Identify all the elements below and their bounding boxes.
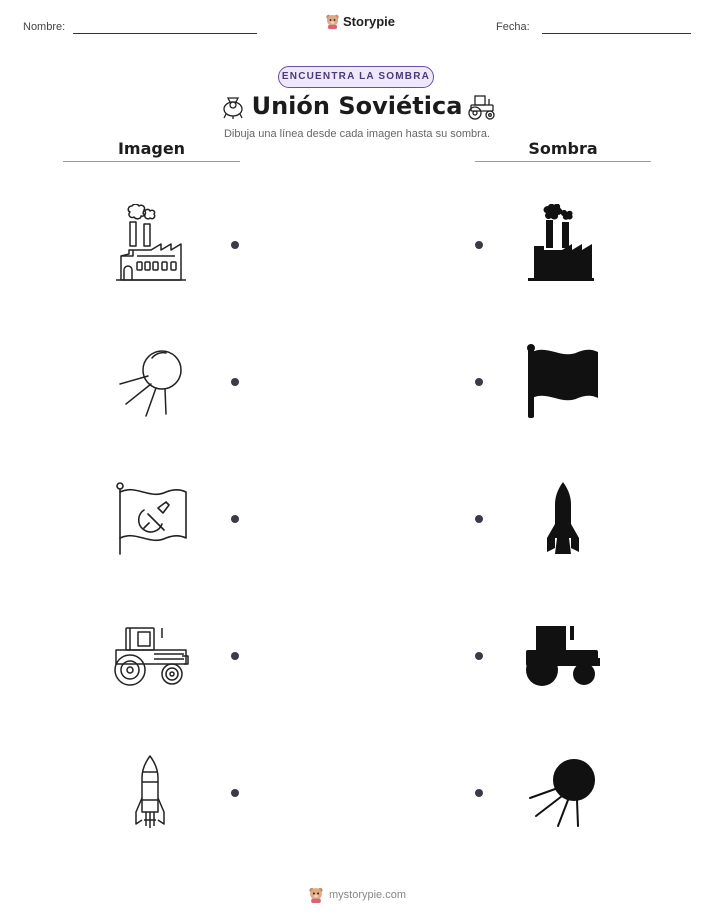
column-header-image: Imagen xyxy=(117,139,186,158)
factory-icon[interactable] xyxy=(110,204,194,288)
flag-silhouette[interactable] xyxy=(520,340,604,424)
tractor-silhouette[interactable] xyxy=(520,614,604,698)
match-dot-right-2[interactable] xyxy=(475,378,483,386)
date-field[interactable] xyxy=(542,33,691,34)
match-dot-left-4[interactable] xyxy=(231,652,239,660)
match-dot-right-5[interactable] xyxy=(475,789,483,797)
page-title: Unión Soviética xyxy=(251,92,463,120)
footer xyxy=(0,886,714,903)
name-field[interactable] xyxy=(73,33,257,34)
bear-mascot-icon xyxy=(325,13,340,29)
brand-name: Storypie xyxy=(343,13,396,29)
column-header-shadow: Sombra xyxy=(528,139,598,158)
name-label: Nombre: xyxy=(23,21,66,33)
tractor-small-icon xyxy=(465,93,497,121)
match-dot-left-5[interactable] xyxy=(231,789,239,797)
soviet-flag-icon[interactable] xyxy=(110,478,194,562)
rocket-silhouette[interactable] xyxy=(521,478,605,562)
match-dot-right-4[interactable] xyxy=(475,652,483,660)
match-dot-right-3[interactable] xyxy=(475,515,483,523)
instructions: Dibuja una línea desde cada imagen hasta su sombra. xyxy=(223,128,490,140)
bear-mascot-icon xyxy=(308,886,324,903)
match-dot-right-1[interactable] xyxy=(475,241,483,249)
match-dot-left-1[interactable] xyxy=(231,241,239,249)
worksheet-type-badge: ENCUENTRA LA SOMBRA xyxy=(278,66,434,88)
match-dot-left-3[interactable] xyxy=(231,515,239,523)
column-divider-left xyxy=(63,161,240,162)
match-dot-left-2[interactable] xyxy=(231,378,239,386)
sputnik-icon[interactable] xyxy=(108,340,192,424)
rocket-icon[interactable] xyxy=(108,752,192,836)
column-divider-right xyxy=(475,161,651,162)
footer-site-link[interactable]: mystorypie.com xyxy=(328,888,407,901)
tractor-icon[interactable] xyxy=(110,614,194,698)
date-label: Fecha: xyxy=(496,21,530,33)
factory-silhouette[interactable] xyxy=(522,204,606,288)
brand-logo xyxy=(325,13,395,29)
sputnik-silhouette[interactable] xyxy=(520,752,604,836)
